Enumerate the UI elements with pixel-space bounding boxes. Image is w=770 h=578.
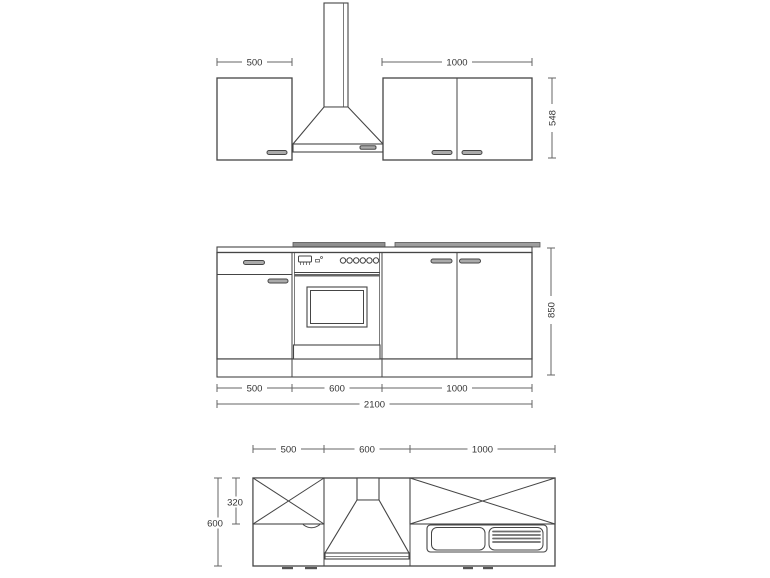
drawer-handle (244, 261, 265, 265)
worktop (217, 247, 532, 253)
base-carcase (217, 253, 532, 360)
wall-cabinet-right (383, 78, 532, 160)
oven-window (307, 287, 367, 327)
dim-wall-right-width (382, 57, 532, 69)
door-handle (268, 279, 288, 283)
wall-cabinet-left (217, 78, 292, 160)
plan-view (204, 444, 556, 570)
dim-base-height (546, 248, 558, 375)
dim-label: 600 (329, 383, 345, 395)
front-edge-marks (282, 567, 493, 569)
dim-plan-depth (204, 478, 227, 566)
dim-label: 600 (207, 518, 223, 530)
hood-duct (324, 3, 348, 107)
dim-label: 500 (280, 444, 297, 456)
dim-plan-widths (253, 444, 555, 456)
dim-label: 548 (547, 110, 559, 126)
dim-wall-height (547, 78, 559, 158)
plan-wall-cabinet-right (410, 478, 555, 527)
door-handle (462, 151, 482, 155)
oven-vent (294, 274, 380, 277)
dim-label: 1000 (446, 57, 468, 69)
hood-duct-plan (357, 478, 379, 500)
chimney-hood (293, 3, 383, 152)
worktop-strip (395, 243, 540, 248)
dim-wall-left-width (217, 57, 292, 69)
door-handle (432, 151, 452, 155)
door-handle (460, 259, 481, 263)
hood-control-panel (360, 146, 376, 149)
hood-front-band (325, 553, 409, 559)
base-elevation-view (217, 243, 558, 411)
dim-label: 500 (246, 383, 263, 395)
dim-label: 600 (359, 444, 375, 456)
door-handle (267, 151, 287, 155)
plinth (217, 359, 532, 377)
dim-label: 500 (246, 57, 263, 69)
dim-base-widths (217, 383, 532, 395)
dim-label: 1000 (446, 383, 468, 395)
dim-label: 850 (546, 302, 558, 318)
plan-wall-cabinet-left (253, 478, 324, 528)
oven-bottom-drawer (294, 345, 381, 359)
dim-base-total (217, 399, 532, 411)
dim-plan-wall-depth (224, 478, 247, 524)
sink-with-drainer (427, 525, 547, 552)
dim-label: 2100 (363, 399, 386, 411)
door-handle (431, 259, 452, 263)
wall-elevation-view (217, 3, 559, 160)
dim-label: 1000 (471, 444, 494, 456)
dim-label: 320 (227, 497, 243, 509)
hob-strip (293, 243, 385, 248)
hood-canopy (293, 107, 383, 144)
